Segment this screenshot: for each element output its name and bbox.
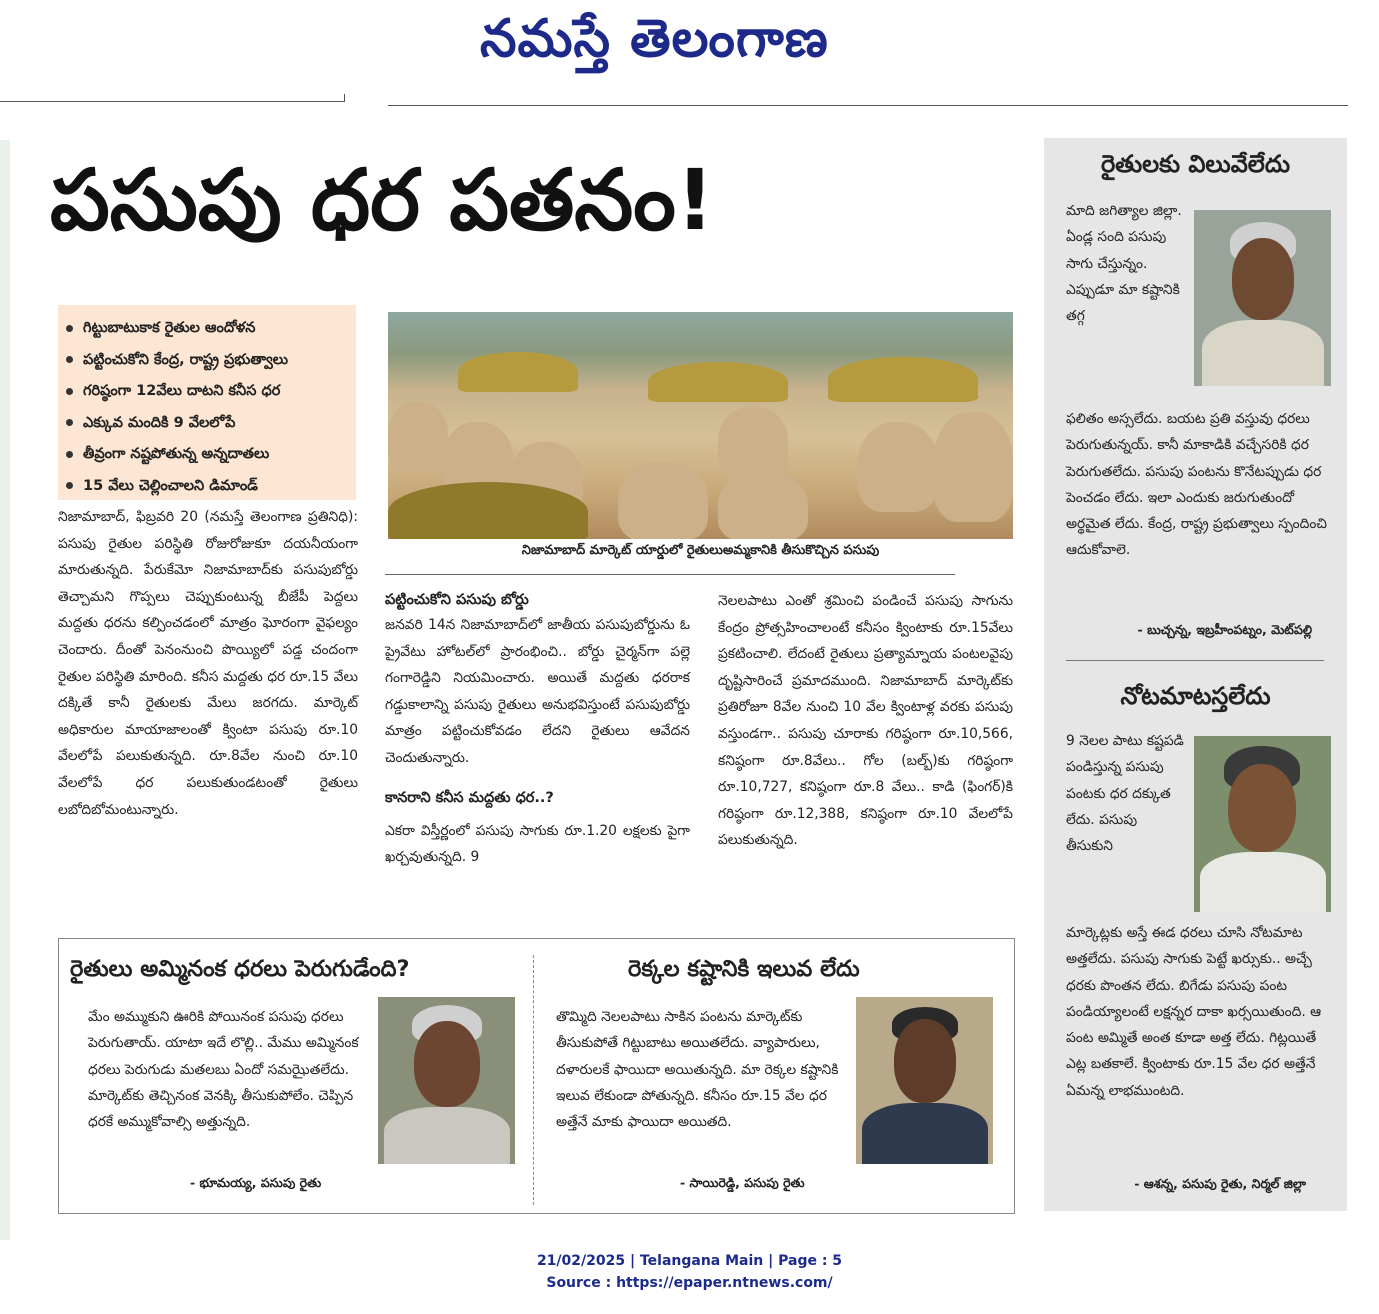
sidebar-quote-2-bottom: మార్కెట్లకు అస్తే ఈడ ధరలు చూసి నోటమాట అత్తలేదు. పసుపు సాగుకు పెట్టే ఖర్సుకు.. అచ్చే ధరకు పొంతన లేదు. బిగేడు పసుపు పంట పండియ్యాలంటే లక్షన్నర దాకా ఖర్సయితుంది. ఆ పంట అమ్మితే అంత కూడా అత్త లేదు. గిట్లయితే ఎట్ల బతకాలే. క్వింటాకు రూ.15 వేల ధర అత్తేనే ఏమన్న లాభముంటది. (1066, 925, 1322, 1099)
highlight-item: తీవ్రంగా నష్టపోతున్న అన్నదాతలు (66, 439, 356, 471)
footer-source-line: Source : https://epaper.ntnews.com/ (546, 1275, 833, 1291)
sidebar-signature-1: - బుచ్చన్న, ఇబ్రహీంపట్నం, మెట్‌పల్లి (1137, 622, 1312, 637)
article-column-1 (58, 504, 358, 823)
article-column-2 (385, 588, 690, 871)
masthead-rule-tick (344, 94, 345, 102)
footer-date-line: 21/02/2025 | Telangana Main | Page : 5 (536, 1253, 843, 1269)
subhead-msp: కానరాని కనీస మద్దతు ధర..? (385, 789, 554, 806)
bottom-divider (533, 955, 534, 1205)
highlight-item: గిట్టుబాటుకాక రైతుల ఆందోళన (66, 313, 356, 345)
sidebar-title-2: నోటమాటస్తలేదు (1120, 682, 1271, 710)
highlight-item: పట్టించుకోని కేంద్ర, రాష్ట్ర ప్రభుత్వాలు (66, 345, 356, 377)
caption-rule (385, 574, 955, 575)
highlight-item: 15 వేలు చెల్లించాలని డిమాండ్ (66, 471, 356, 503)
article-column-3 (718, 588, 1013, 854)
bottom-right-signature: - సాయిరెడ్డి, పసుపు రైతు (680, 1175, 805, 1190)
sidebar-quote-2-top: 9 నెలల పాటు కష్టపడి పండిస్తున్న పసుపు పంటకు ధర దక్కుత లేదు. పసుపు తీసుకుని (1066, 733, 1184, 855)
bottom-left-signature: - భూమయ్య, పసుపు రైతు (190, 1175, 322, 1190)
masthead-rule-right (388, 105, 1348, 106)
paragraph-prices: నెలలపాటు ఎంతో శ్రమించి పండించే పసుపు సాగును కేంద్రం ప్రోత్సహించాలంటే కనీసం క్వింటాకు రూ.15వేలు ప్రకటించాలి. లేదంటే రైతులు ప్రత్యామ్నాయ పంటలవైపు దృష్టిసారించే ప్రమాదముంది. నిజామాబాద్ మార్కెట్‌కు ప్రతిరోజూ 8వేల నుంచి 10 వేల క్వింటాళ్ల వరకు పసుపు వస్తుండగా.. పసుపు చూరాకు గరిష్ఠంగా రూ.10,566, కనిష్ఠంగా రూ.8వేలు.. గోల (బల్బ్)కు గరిష్ఠంగా రూ.10,727, కనిష్ఠంగా రూ.8 వేలు.. కాడి (ఫింగర్)కి గరిష్ఠంగా రూ.12,388, కనిష్ఠంగా రూ.10 వేలలోపే పలుకుతున్నది. (718, 593, 1013, 849)
lead-paragraph: నిజామాబాద్, ఫిబ్రవరి 20 (నమస్తే తెలంగాణ ప్రతినిధి): పసుపు రైతుల పరిస్థితి రోజురోజుకూ దయనీయంగా మారుతున్నది. పేరుకేమో నిజామాబాద్‌కు పసుపుబోర్డు తెచ్చామని గొప్పలు చెప్పుకుంటున్న బీజేపీ పెద్దలు మద్దతు ధరను కల్పించడంలో మాత్రం ఘోరంగా వైఫల్యం చెందారు. దీంతో పెనంనుంచి పొయ్యిలో పడ్డ చందంగా రైతుల పరిస్థితి మారింది. కనీస మద్దతు ధర రూ.15 వేలు దక్కితే కానీ రైతులకు మేలు జరగదు. మార్కెట్ అధికారుల మాయాజాలంతో క్వింటా పసుపు రూ.10 వేలలోపే పలుకుతున్నది. రూ.8వేల నుంచి రూ.10 వేలలోపే ధర పలుకుతుండటంతో రైతులు లబోదిబోమంటున్నారు. (58, 509, 358, 818)
main-headline: పసుపు ధర పతనం! (50, 151, 715, 249)
photo-caption: నిజామాబాద్ మార్కెట్ యార్డులో రైతులుఅమ్మకానికి తీసుకొచ్చిన పసుపు (521, 543, 880, 558)
sidebar-quote-1-bottom: ఫలితం అస్సలేదు. బయట ప్రతి వస్తువు ధరలు పెరుగుతున్నయ్. కానీ మాకాడికి వచ్చేసరికి ధర పెరుగుతలేదు. పసుపు పంటను కొనేటప్పుడు ధర పెంచడం లేదు. ఇలా ఎందుకు జరుగుతుందో అర్థమైత లేదు. కేంద్ర, రాష్ట్ర ప్రభుత్వాలు స్పందించి ఆదుకోవాలె. (1066, 411, 1327, 559)
left-margin-strip (0, 140, 10, 1240)
sidebar-signature-2: - ఆశన్న, పసుపు రైతు, నిర్మల్ జిల్లా (1134, 1176, 1306, 1191)
paragraph-board: జనవరి 14న నిజామాబాద్‌లో జాతీయ పసుపుబోర్డును ఓ ప్రైవేటు హోటల్‌లో ప్రారంభించి.. బోర్డు చైర్మన్‌గా పల్లె గంగారెడ్డిని నియమించారు. అయితే మద్దతు ధరరాక గడ్డుకాలాన్ని పసుపు రైతులు అనుభవిస్తుంటే పసుపుబోర్డు మాత్రం పట్టించుకోవడం లేదని రైతులు ఆవేదన చెందుతున్నారు. (385, 617, 690, 766)
highlight-item: ఎక్కువ మందికి 9 వేలలోపే (66, 408, 356, 440)
masthead (0, 0, 1379, 105)
bullet-icon (66, 482, 73, 489)
subhead-board: పట్టించుకోని పసుపు బోర్డు (385, 592, 529, 608)
bottom-left-title: రైతులు అమ్మినంక ధరలు పెరుగుడేంది? (70, 956, 410, 982)
sidebar-title-1: రైతులకు విలువేలేదు (1100, 150, 1291, 178)
highlights-box (58, 305, 356, 500)
sidebar-separator (1066, 660, 1324, 661)
farmer-portrait-ashanna (1194, 736, 1331, 912)
sidebar-quote-1-top: మాది జగిత్యాల జిల్లా. ఏండ్ల సంది పసుపు సాగు చేస్తున్నం. ఎప్పుడూ మా కష్టానికి తగ్గ (1066, 203, 1182, 325)
bullet-icon (66, 325, 73, 332)
bottom-right-title: రెక్కల కష్టానికి ఇలువ లేదు (628, 956, 860, 982)
bullet-icon (66, 451, 73, 458)
farmer-portrait-saireddy (856, 997, 993, 1164)
masthead-rule-left (0, 101, 345, 102)
bullet-icon (66, 388, 73, 395)
page-footer (0, 1250, 1379, 1294)
bullet-icon (66, 419, 73, 426)
farmer-portrait-buchanna (1194, 210, 1331, 386)
newspaper-logo: నమస్తే తెలంగాణ (480, 8, 829, 69)
bottom-left-quote: మేం అమ్ముకుని ఊరికి పోయినంక పసుపు ధరలు పెరుగుతాయ్. యాటా ఇదే లొల్లి.. మేము అమ్మినంక ధరలు పెరుగుడు మతలబు ఏందో సమఝైతలేదు. మార్కెట్‌కు తెచ్చినంక వెనక్కి తీసుకుపోలేం. చెప్పిన ధరకే అమ్ముకోవాల్సి అత్తున్నది. (88, 1009, 359, 1131)
highlight-item: గరిష్ఠంగా 12వేలు దాటని కనీస ధర (66, 376, 356, 408)
paragraph-cost: ఎకరా విస్తీర్ణంలో పసుపు సాగుకు రూ.1.20 లక్షలకు పైగా ఖర్చవుతున్నది. 9 (385, 822, 690, 866)
market-yard-photo (388, 312, 1013, 539)
farmer-portrait-bhumayya (378, 997, 515, 1164)
bullet-icon (66, 356, 73, 363)
bottom-right-quote: తొమ్మిది నెలలపాటు సాకిన పంటను మార్కెట్‌కు తీసుకుపోతే గిట్టుబాటు అయితలేదు. వ్యాపారులు, దళారులకే ఫాయిదా అయితున్నది. మా రెక్కల కష్టానికి ఇలువ లేకుండా పోతున్నది. కనీసం రూ.15 వేల ధర అత్తేనే మాకు ఫాయిదా అయితది. (556, 1009, 839, 1131)
